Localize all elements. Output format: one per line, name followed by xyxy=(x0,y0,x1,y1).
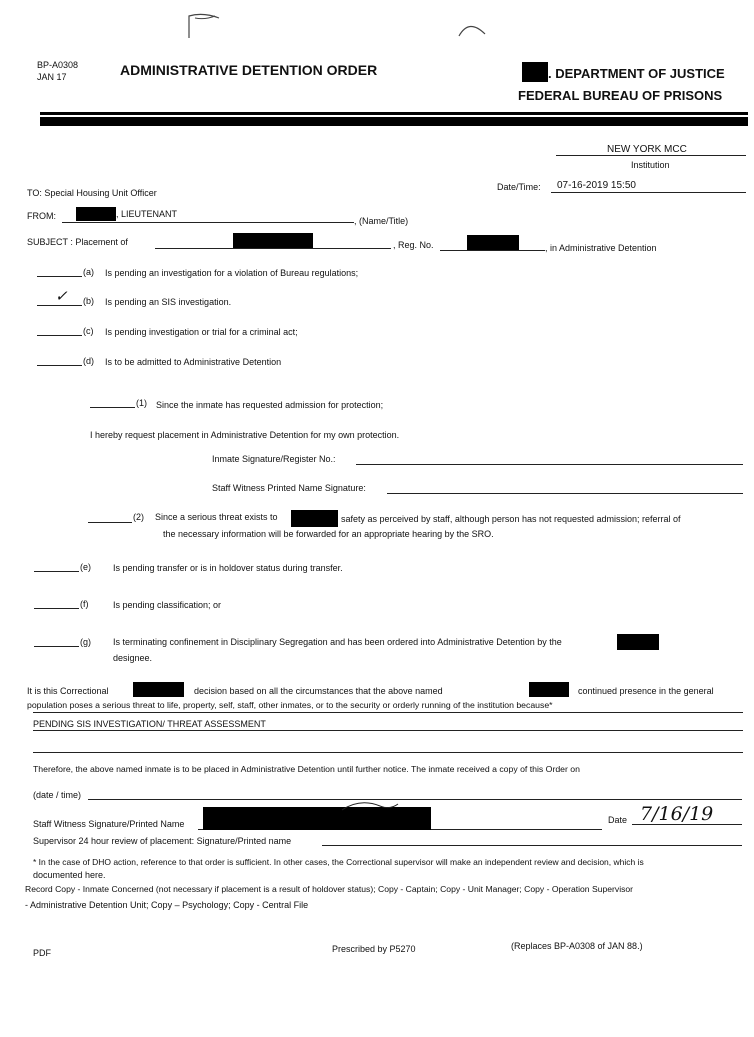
inmate-signature-label: Inmate Signature/Register No.: xyxy=(212,454,336,464)
decision-p3: continued presence in the general xyxy=(578,686,714,696)
item-d-text: Is to be admitted to Administrative Detention xyxy=(105,357,282,367)
from-line xyxy=(62,222,354,223)
decision-line-2: population poses a serious threat to life, property, self, staff, other inmates, or to the security or orderly running of the institution because* xyxy=(27,700,553,710)
item-b-text: Is pending an SIS investigation. xyxy=(105,297,232,307)
checkbox-line-e[interactable] xyxy=(34,571,79,572)
item-c-code: (c) xyxy=(83,326,94,336)
checkbox-line-g[interactable] xyxy=(34,646,79,647)
subject-suffix: , in Administrative Detention xyxy=(545,243,657,253)
checkbox-line-f[interactable] xyxy=(34,608,79,609)
inmate-signature-line[interactable] xyxy=(356,464,743,465)
item-f-code: (f) xyxy=(80,599,89,609)
form-number: BP-A0308 xyxy=(37,60,79,70)
item-a-text: Is pending an investigation for a violation of Bureau regulations; xyxy=(105,268,359,278)
signature-stroke xyxy=(340,798,400,812)
item-d1-code: (1) xyxy=(136,398,147,408)
redaction xyxy=(529,682,569,697)
document-title: ADMINISTRATIVE DETENTION ORDER xyxy=(120,62,378,78)
reg-no-label: , Reg. No. xyxy=(393,240,434,250)
checkbox-line-d[interactable] xyxy=(37,365,82,366)
record-line-2: - Administrative Detention Unit; Copy – Psychology; Copy - Central File xyxy=(25,900,309,910)
item-f-text: Is pending classification; or xyxy=(113,600,222,610)
item-b-code: (b) xyxy=(83,296,94,306)
institution-line xyxy=(556,155,746,156)
decision-p1: It is this Correctional xyxy=(27,686,109,696)
institution-label: Institution xyxy=(631,160,670,170)
item-d1-text: Since the inmate has requested admission for protection; xyxy=(156,400,384,410)
form-date: JAN 17 xyxy=(37,72,67,82)
decision-reason: PENDING SIS INVESTIGATION/ THREAT ASSESSMENT xyxy=(33,719,266,729)
reason-rule-1[interactable] xyxy=(33,730,743,731)
footnote-line-1: * In the case of DHO action, reference to that order is sufficient. In other cases, the Correctional supervisor will make an independent review and decision, which is xyxy=(33,857,644,867)
item-c-text: Is pending investigation or trial for a criminal act; xyxy=(105,327,298,337)
redaction xyxy=(233,233,313,248)
checkbox-line-d1[interactable] xyxy=(90,407,135,408)
from-value: , LIEUTENANT xyxy=(116,209,178,219)
datetime-line xyxy=(551,192,746,193)
redaction xyxy=(76,207,116,221)
supervisor-line[interactable] xyxy=(322,845,742,846)
item-d2-text-a: Since a serious threat exists to xyxy=(155,512,278,522)
item-d2-text-c: the necessary information will be forwarded for an appropriate hearing by the SRO. xyxy=(163,529,494,539)
item-d-code: (d) xyxy=(83,356,94,366)
redaction xyxy=(467,235,519,250)
institution-value: NEW YORK MCC xyxy=(607,144,687,155)
item-g-code: (g) xyxy=(80,637,91,647)
footnote-line-2: documented here. xyxy=(33,870,106,880)
date-line[interactable] xyxy=(632,824,742,825)
decision-line-rule xyxy=(33,712,743,713)
pen-mark xyxy=(455,18,489,40)
staff-signature-label: Staff Witness Signature/Printed Name xyxy=(33,819,185,829)
checkbox-line-b[interactable] xyxy=(37,305,82,306)
subject-name-line xyxy=(155,248,391,249)
from-label: FROM: xyxy=(27,211,56,221)
item-d2-text-b: safety as perceived by staff, although person has not requested admission; referral of xyxy=(341,514,681,524)
header-rule-thin xyxy=(40,112,748,115)
date-time-line[interactable] xyxy=(88,799,742,800)
footer-pdf: PDF xyxy=(33,948,51,958)
header-rule-thick xyxy=(40,117,748,126)
item-g-text-a: Is terminating confinement in Disciplinary Segregation and has been ordered into Administrative Detention by the xyxy=(113,637,562,647)
redaction xyxy=(522,62,548,82)
to-line: TO: Special Housing Unit Officer xyxy=(27,188,157,198)
checkbox-line-d2[interactable] xyxy=(88,522,132,523)
record-line-1: Record Copy - Inmate Concerned (not necessary if placement is a result of holdover status); Copy - Captain; Copy - Unit Manager; Copy - Operation Supervisor xyxy=(25,884,634,894)
checkmark-icon: ✓ xyxy=(55,287,68,305)
staff-witness-label: Staff Witness Printed Name Signature: xyxy=(212,483,366,493)
decision-p2: decision based on all the circumstances that the above named xyxy=(194,686,443,696)
datetime-label: Date/Time: xyxy=(497,182,541,192)
therefore-text: Therefore, the above named inmate is to be placed in Administrative Detention until further notice. The inmate received a copy of this Order on xyxy=(33,764,580,774)
footer-prescribed: Prescribed by P5270 xyxy=(332,944,416,954)
supervisor-label: Supervisor 24 hour review of placement: Signature/Printed name xyxy=(33,836,292,846)
redaction xyxy=(291,510,338,527)
item-d2-code: (2) xyxy=(133,512,144,522)
date-label: Date xyxy=(608,815,628,825)
item-a-code: (a) xyxy=(83,267,94,277)
item-e-text: Is pending transfer or is in holdover status during transfer. xyxy=(113,563,343,573)
pen-mark xyxy=(185,10,225,40)
protection-request: I hereby request placement in Administrative Detention for my own protection. xyxy=(90,430,400,440)
checkbox-line-a[interactable] xyxy=(37,276,82,277)
handwritten-date: 7/16/19 xyxy=(640,803,714,825)
staff-witness-line[interactable] xyxy=(387,493,743,494)
item-e-code: (e) xyxy=(80,562,91,572)
dept-line-1: . DEPARTMENT OF JUSTICE xyxy=(548,66,725,81)
date-time-label: (date / time) xyxy=(33,790,82,800)
redaction xyxy=(617,634,659,650)
reason-rule-2[interactable] xyxy=(33,752,743,753)
datetime-value: 07-16-2019 15:50 xyxy=(557,180,636,191)
footer-replaces: (Replaces BP-A0308 of JAN 88.) xyxy=(511,941,643,951)
checkbox-line-c[interactable] xyxy=(37,335,82,336)
redaction xyxy=(133,682,184,697)
item-g-text-b: designee. xyxy=(113,653,153,663)
reg-no-line xyxy=(440,250,545,251)
subject-label: SUBJECT : Placement of xyxy=(27,237,128,247)
dept-line-2: FEDERAL BUREAU OF PRISONS xyxy=(518,88,723,103)
from-suffix: , (Name/Title) xyxy=(354,216,409,226)
